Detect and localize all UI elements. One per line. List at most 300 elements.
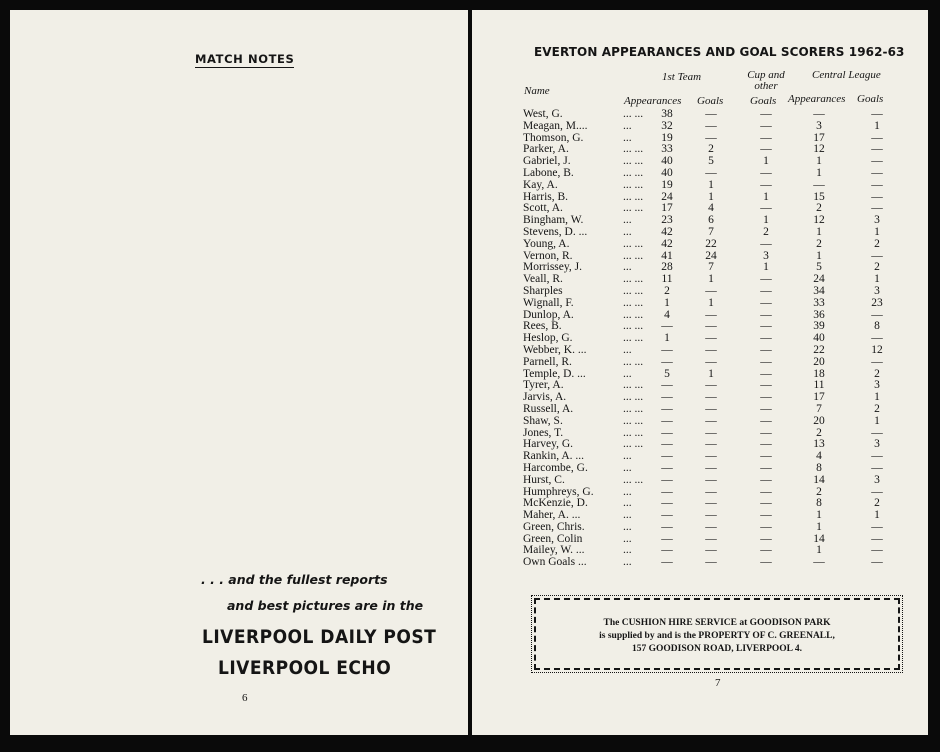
cell-app1: 40 xyxy=(661,166,673,179)
cell-name: Stevens, D. ... xyxy=(523,225,588,238)
cell-app1: 19 xyxy=(661,178,673,191)
cell-app2: 2 xyxy=(816,202,822,215)
cell-app1: — xyxy=(661,473,673,486)
cell-goals2: — xyxy=(760,414,772,427)
cell-goals2: — xyxy=(760,273,772,286)
cell-goals2: — xyxy=(760,108,772,120)
cell-goals3: — xyxy=(871,450,883,463)
cushion-line-2: is supplied by and is the PROPERTY OF C. GREENALL, xyxy=(599,631,835,641)
cell-name: West, G. xyxy=(523,108,563,120)
cell-goals3: — xyxy=(871,131,883,144)
cell-app1: — xyxy=(661,497,673,510)
cell-goals1: — xyxy=(705,320,717,333)
cell-goals3: — xyxy=(871,178,883,191)
cell-name: Wignall, F. xyxy=(523,296,574,309)
cell-goals3: 1 xyxy=(874,509,880,522)
cell-goals3: 12 xyxy=(871,343,883,356)
cell-dots: ... xyxy=(623,544,632,557)
cell-app1: — xyxy=(661,556,673,569)
cell-name: Maher, A. ... xyxy=(523,509,581,522)
cell-dots: ... ... xyxy=(623,402,644,415)
cell-app2: 17 xyxy=(813,131,825,144)
cell-app1: 42 xyxy=(661,225,673,238)
cell-goals2: 1 xyxy=(763,190,769,203)
cell-goals2: — xyxy=(760,426,772,439)
cell-dots: ... xyxy=(623,450,632,463)
header-goals-central: Goals xyxy=(857,93,884,105)
cell-goals1: — xyxy=(705,485,717,498)
cell-goals2: — xyxy=(760,391,772,404)
cell-goals1: — xyxy=(705,402,717,415)
table-row xyxy=(523,357,893,369)
cell-goals3: 2 xyxy=(874,237,880,250)
cell-name: Webber, K. ... xyxy=(523,343,587,356)
cell-dots: ... ... xyxy=(623,296,644,309)
cell-dots: ... xyxy=(623,532,632,545)
cell-app1: 41 xyxy=(661,249,673,262)
cell-dots: ... ... xyxy=(623,379,644,392)
cell-name: Temple, D. ... xyxy=(523,367,586,380)
cell-goals1: — xyxy=(705,414,717,427)
cell-app1: 17 xyxy=(661,202,673,215)
cell-goals2: — xyxy=(760,166,772,179)
page-number-left: 6 xyxy=(242,692,248,704)
cell-goals3: — xyxy=(871,166,883,179)
cell-dots: ... xyxy=(623,556,632,569)
cell-goals2: — xyxy=(760,119,772,132)
cell-name: Russell, A. xyxy=(523,402,574,415)
cell-goals3: — xyxy=(871,556,883,569)
table-row xyxy=(523,416,893,428)
cell-goals3: 1 xyxy=(874,119,880,132)
cell-goals2: 1 xyxy=(763,261,769,274)
cell-app2: 22 xyxy=(813,343,825,356)
header-goals-cup: Goals xyxy=(750,95,777,107)
cell-dots: ... ... xyxy=(623,178,644,191)
cell-app1: 1 xyxy=(664,296,670,309)
cell-app1: — xyxy=(661,509,673,522)
cell-goals1: — xyxy=(705,450,717,463)
cell-goals1: — xyxy=(705,391,717,404)
cell-goals2: — xyxy=(760,367,772,380)
cell-app2: 14 xyxy=(813,473,825,486)
cell-goals1: — xyxy=(705,520,717,533)
cell-name: Meagan, M.... xyxy=(523,119,588,132)
cell-app2: 39 xyxy=(813,320,825,333)
cell-goals1: 22 xyxy=(705,237,717,250)
cell-goals1: 1 xyxy=(708,296,714,309)
cell-dots: ... ... xyxy=(623,284,644,297)
cell-app2: 1 xyxy=(816,249,822,262)
cell-app1: — xyxy=(661,402,673,415)
cell-app2: 2 xyxy=(816,426,822,439)
cell-goals1: — xyxy=(705,379,717,392)
header-appearances-central: Appearances xyxy=(788,93,846,105)
cell-app1: — xyxy=(661,438,673,451)
cell-name: Green, Colin xyxy=(523,532,583,545)
cell-goals2: — xyxy=(760,473,772,486)
cell-name: Rees, B. xyxy=(523,320,562,333)
cell-goals3: 2 xyxy=(874,367,880,380)
cell-dots: ... ... xyxy=(623,355,644,368)
cell-app1: — xyxy=(661,485,673,498)
cell-dots: ... ... xyxy=(623,308,644,321)
cell-app2: 18 xyxy=(813,367,825,380)
cell-goals3: 1 xyxy=(874,391,880,404)
cell-name: Dunlop, A. xyxy=(523,308,574,321)
cell-goals1: 24 xyxy=(705,249,717,262)
table-row xyxy=(523,522,893,534)
cell-goals1: 1 xyxy=(708,367,714,380)
cell-goals1: — xyxy=(705,438,717,451)
cell-goals1: 7 xyxy=(708,261,714,274)
cell-name: Parnell, R. xyxy=(523,355,572,368)
cell-app1: 11 xyxy=(661,273,673,286)
cushion-hire-notice xyxy=(534,598,900,670)
cell-goals1: — xyxy=(705,308,717,321)
cell-dots: ... ... xyxy=(623,320,644,333)
cell-goals3: — xyxy=(871,461,883,474)
cell-app1: — xyxy=(661,355,673,368)
cell-app1: 28 xyxy=(661,261,673,274)
right-page xyxy=(472,10,928,735)
cell-goals3: — xyxy=(871,544,883,557)
cell-app1: 38 xyxy=(661,108,673,120)
cell-goals1: — xyxy=(705,284,717,297)
cell-app2: 14 xyxy=(813,532,825,545)
cell-goals3: 2 xyxy=(874,261,880,274)
header-cup-other: Cup and other xyxy=(747,69,785,92)
header-central-league: Central League xyxy=(812,69,881,81)
cushion-line-3: 157 GOODISON ROAD, LIVERPOOL 4. xyxy=(632,644,802,654)
cell-goals3: 3 xyxy=(874,438,880,451)
cell-app2: 7 xyxy=(816,402,822,415)
cell-goals2: — xyxy=(760,178,772,191)
cell-goals3: 3 xyxy=(874,214,880,227)
cell-app1: 23 xyxy=(661,214,673,227)
cell-goals3: — xyxy=(871,108,883,120)
cell-goals2: — xyxy=(760,131,772,144)
cell-dots: ... xyxy=(623,214,632,227)
cell-name: Veall, R. xyxy=(523,273,563,286)
cell-name: Parker, A. xyxy=(523,143,569,156)
cell-dots: ... ... xyxy=(623,414,644,427)
cell-name: Vernon, R. xyxy=(523,249,573,262)
cell-app1: 19 xyxy=(661,131,673,144)
cell-goals1: 2 xyxy=(708,143,714,156)
cell-name: Morrissey, J. xyxy=(523,261,582,274)
cell-app2: 15 xyxy=(813,190,825,203)
cell-name: Bingham, W. xyxy=(523,214,584,227)
table-row xyxy=(523,463,893,475)
cell-goals1: — xyxy=(705,532,717,545)
cell-goals3: 23 xyxy=(871,296,883,309)
cell-goals2: 3 xyxy=(763,249,769,262)
cell-app2: 40 xyxy=(813,332,825,345)
cell-app1: — xyxy=(661,461,673,474)
header-goals-first: Goals xyxy=(697,95,724,107)
cell-goals1: — xyxy=(705,556,717,569)
cell-dots: ... ... xyxy=(623,155,644,168)
cell-goals2: — xyxy=(760,461,772,474)
cell-app2: 12 xyxy=(813,214,825,227)
cell-app2: 1 xyxy=(816,166,822,179)
cell-name: Labone, B. xyxy=(523,166,574,179)
cell-goals3: — xyxy=(871,249,883,262)
cell-goals1: — xyxy=(705,343,717,356)
cell-goals1: 4 xyxy=(708,202,714,215)
cell-app1: 32 xyxy=(661,119,673,132)
cell-name: Sharples xyxy=(523,284,563,297)
table-row xyxy=(523,168,893,180)
cell-app2: — xyxy=(813,108,825,120)
cell-goals3: 3 xyxy=(874,473,880,486)
cell-goals1: — xyxy=(705,166,717,179)
newspaper-echo: LIVERPOOL ECHO xyxy=(218,657,392,679)
cell-name: Mailey, W. ... xyxy=(523,544,585,557)
table-row xyxy=(523,239,893,251)
cell-app1: 40 xyxy=(661,155,673,168)
cell-goals3: — xyxy=(871,332,883,345)
cell-app1: — xyxy=(661,544,673,557)
cell-goals1: 1 xyxy=(708,178,714,191)
cell-goals2: — xyxy=(760,355,772,368)
cell-app2: 34 xyxy=(813,284,825,297)
cell-goals2: — xyxy=(760,379,772,392)
cell-app2: 24 xyxy=(813,273,825,286)
cell-app2: — xyxy=(813,178,825,191)
cell-goals2: — xyxy=(760,520,772,533)
cell-goals2: — xyxy=(760,556,772,569)
stats-table xyxy=(523,109,893,569)
cell-goals2: — xyxy=(760,284,772,297)
cell-dots: ... xyxy=(623,343,632,356)
cell-name: Gabriel, J. xyxy=(523,155,571,168)
table-row xyxy=(523,180,893,192)
cell-dots: ... ... xyxy=(623,273,644,286)
cell-goals2: 2 xyxy=(763,225,769,238)
cell-app2: 1 xyxy=(816,509,822,522)
cushion-line-1: The CUSHION HIRE SERVICE at GOODISON PARK xyxy=(603,618,831,628)
cell-app2: — xyxy=(813,556,825,569)
cell-dots: ... xyxy=(623,461,632,474)
cell-name: Tyrer, A. xyxy=(523,379,564,392)
cell-goals3: — xyxy=(871,190,883,203)
cell-dots: ... xyxy=(623,485,632,498)
cell-app2: 8 xyxy=(816,461,822,474)
cell-goals2: — xyxy=(760,402,772,415)
cell-app1: 4 xyxy=(664,308,670,321)
cell-name: Kay, A. xyxy=(523,178,558,191)
cell-dots: ... ... xyxy=(623,473,644,486)
cell-dots: ... ... xyxy=(623,202,644,215)
cell-name: Green, Chris. xyxy=(523,520,585,533)
cell-goals2: 1 xyxy=(763,214,769,227)
table-row xyxy=(523,345,893,357)
cell-dots: ... xyxy=(623,520,632,533)
cell-dots: ... xyxy=(623,497,632,510)
cell-goals1: — xyxy=(705,332,717,345)
cell-goals1: — xyxy=(705,509,717,522)
cell-app1: — xyxy=(661,320,673,333)
cell-name: Harvey, G. xyxy=(523,438,574,451)
cell-goals2: — xyxy=(760,296,772,309)
cell-app2: 3 xyxy=(816,119,822,132)
cell-dots: ... ... xyxy=(623,166,644,179)
cell-name: Scott, A. xyxy=(523,202,563,215)
cell-goals1: 1 xyxy=(708,273,714,286)
cell-goals2: — xyxy=(760,308,772,321)
cell-goals2: — xyxy=(760,143,772,156)
cell-name: Heslop, G. xyxy=(523,332,573,345)
newspaper-daily-post: LIVERPOOL DAILY POST xyxy=(202,626,437,648)
cell-app1: — xyxy=(661,414,673,427)
cell-goals1: — xyxy=(705,497,717,510)
cell-app2: 1 xyxy=(816,544,822,557)
cell-app2: 13 xyxy=(813,438,825,451)
cell-goals3: — xyxy=(871,202,883,215)
table-row xyxy=(523,121,893,133)
cell-goals1: — xyxy=(705,544,717,557)
cell-goals3: 3 xyxy=(874,379,880,392)
cell-dots: ... ... xyxy=(623,190,644,203)
promo-line-2: and best pictures are in the xyxy=(227,598,424,613)
cell-app2: 4 xyxy=(816,450,822,463)
cell-goals3: — xyxy=(871,532,883,545)
cell-goals3: 1 xyxy=(874,225,880,238)
cell-goals2: — xyxy=(760,532,772,545)
cell-goals3: — xyxy=(871,426,883,439)
cell-dots: ... ... xyxy=(623,108,644,120)
cell-goals1: 6 xyxy=(708,214,714,227)
cell-goals3: — xyxy=(871,520,883,533)
table-row xyxy=(523,227,893,239)
cell-app1: 2 xyxy=(664,284,670,297)
cell-app1: — xyxy=(661,532,673,545)
cell-goals2: — xyxy=(760,497,772,510)
cell-goals1: — xyxy=(705,461,717,474)
table-row xyxy=(523,557,893,569)
cell-goals3: — xyxy=(871,355,883,368)
cell-app2: 36 xyxy=(813,308,825,321)
cell-dots: ... ... xyxy=(623,426,644,439)
cell-name: Young, A. xyxy=(523,237,570,250)
cell-app2: 20 xyxy=(813,414,825,427)
cell-goals2: — xyxy=(760,332,772,345)
table-row xyxy=(523,404,893,416)
cell-dots: ... xyxy=(623,119,632,132)
cell-dots: ... xyxy=(623,261,632,274)
cell-app2: 33 xyxy=(813,296,825,309)
cell-goals2: 1 xyxy=(763,155,769,168)
cell-app1: — xyxy=(661,520,673,533)
cell-app1: 1 xyxy=(664,332,670,345)
cell-app2: 20 xyxy=(813,355,825,368)
cell-name: Harcombe, G. xyxy=(523,461,588,474)
cell-goals3: 8 xyxy=(874,320,880,333)
header-first-team: 1st Team xyxy=(662,71,702,83)
cell-goals3: 3 xyxy=(874,284,880,297)
cell-app2: 5 xyxy=(816,261,822,274)
cell-goals2: — xyxy=(760,237,772,250)
cell-name: Rankin, A. ... xyxy=(523,450,585,463)
cell-app1: 42 xyxy=(661,237,673,250)
cell-goals2: — xyxy=(760,509,772,522)
cell-goals3: 1 xyxy=(874,414,880,427)
cell-name: Harris, B. xyxy=(523,190,569,203)
cell-goals3: — xyxy=(871,485,883,498)
cell-app1: — xyxy=(661,379,673,392)
cell-goals1: — xyxy=(705,426,717,439)
cell-goals2: — xyxy=(760,202,772,215)
cell-app1: — xyxy=(661,391,673,404)
left-page xyxy=(10,10,468,735)
header-appearances-first: Appearances xyxy=(624,95,682,107)
cell-goals1: — xyxy=(705,355,717,368)
cell-goals3: — xyxy=(871,143,883,156)
cell-goals3: — xyxy=(871,155,883,168)
cell-app2: 2 xyxy=(816,485,822,498)
header-name: Name xyxy=(524,85,550,97)
cell-goals3: — xyxy=(871,308,883,321)
cell-app1: 24 xyxy=(661,190,673,203)
cell-app1: — xyxy=(661,343,673,356)
table-row xyxy=(523,286,893,298)
cell-goals1: — xyxy=(705,473,717,486)
cell-goals2: — xyxy=(760,450,772,463)
cell-goals2: — xyxy=(760,485,772,498)
cell-dots: ... ... xyxy=(623,143,644,156)
page-number-right: 7 xyxy=(715,677,721,689)
cell-goals2: — xyxy=(760,343,772,356)
cell-dots: ... ... xyxy=(623,438,644,451)
table-row xyxy=(523,298,893,310)
cell-goals2: — xyxy=(760,438,772,451)
cell-app1: — xyxy=(661,426,673,439)
stats-title: EVERTON APPEARANCES AND GOAL SCORERS 1962-63 xyxy=(534,44,905,59)
match-notes-heading: MATCH NOTES xyxy=(195,52,295,66)
cell-dots: ... xyxy=(623,509,632,522)
cell-dots: ... ... xyxy=(623,391,644,404)
cell-goals1: — xyxy=(705,119,717,132)
cell-name: Thomson, G. xyxy=(523,131,584,144)
cell-goals1: — xyxy=(705,131,717,144)
cell-app1: — xyxy=(661,450,673,463)
cell-name: Shaw, S. xyxy=(523,414,563,427)
cell-app2: 12 xyxy=(813,143,825,156)
cell-name: Jarvis, A. xyxy=(523,391,567,404)
cell-dots: ... xyxy=(623,131,632,144)
promo-line-1: . . . and the fullest reports xyxy=(201,572,388,587)
cell-app1: 5 xyxy=(664,367,670,380)
cell-goals3: 1 xyxy=(874,273,880,286)
cell-name: Own Goals ... xyxy=(523,556,587,569)
cell-goals2: — xyxy=(760,544,772,557)
cell-app2: 2 xyxy=(816,237,822,250)
cell-dots: ... ... xyxy=(623,249,644,262)
cell-name: McKenzie, D. xyxy=(523,497,588,510)
cell-goals1: 1 xyxy=(708,190,714,203)
cell-app2: 1 xyxy=(816,520,822,533)
cell-dots: ... ... xyxy=(623,237,644,250)
cell-app2: 1 xyxy=(816,225,822,238)
cell-goals3: 2 xyxy=(874,402,880,415)
cell-dots: ... xyxy=(623,367,632,380)
cell-goals1: 5 xyxy=(708,155,714,168)
cell-dots: ... xyxy=(623,225,632,238)
cell-goals3: 2 xyxy=(874,497,880,510)
cell-name: Hurst, C. xyxy=(523,473,565,486)
